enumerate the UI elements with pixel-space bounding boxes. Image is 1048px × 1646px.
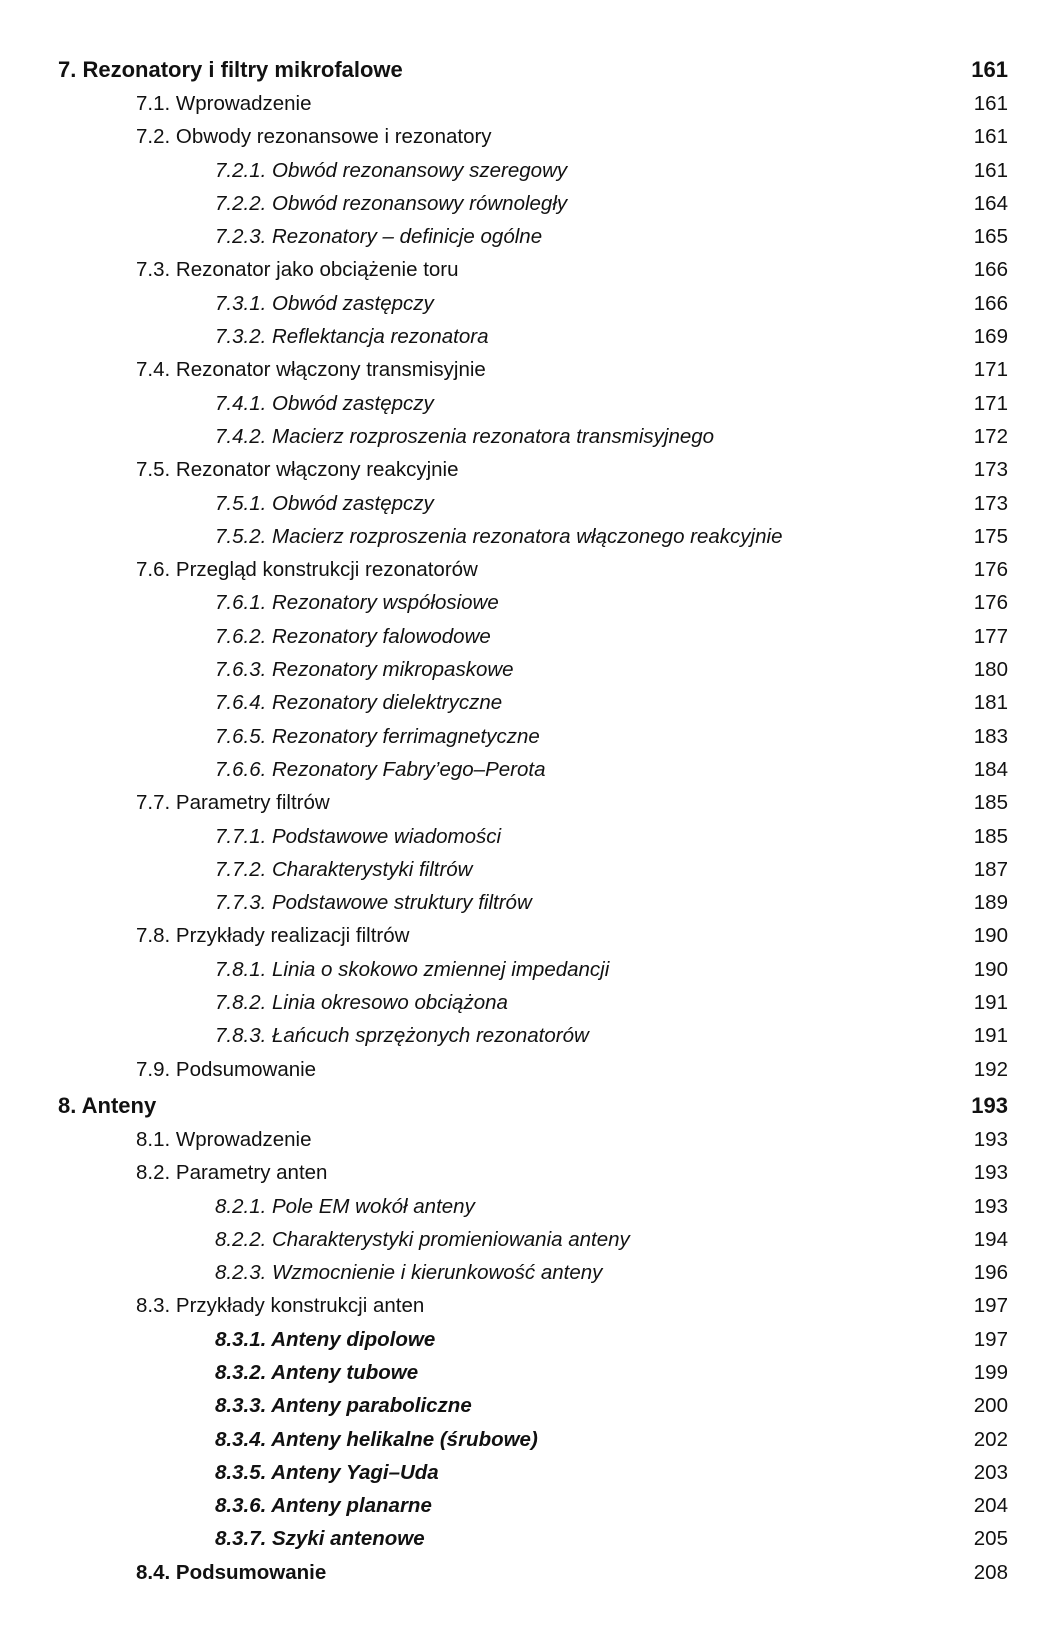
toc-entry-title: Obwody rezonansowe i rezonatory [175,125,492,149]
toc-entry-number: 7.6. [136,558,171,582]
toc-entry-title: Podstawowe struktury filtrów [272,891,532,915]
toc-entry-page-number: 173 [973,458,1008,482]
toc-section-row [58,919,1008,952]
toc-entry-page-number: 205 [973,1527,1008,1551]
toc-entry-label [136,1289,424,1322]
toc-entry-number: 7.9. [136,1057,171,1081]
toc-entry-label [215,586,499,619]
toc-chapter-row [58,1088,1008,1123]
toc-entry-title: Anteny tubowe [271,1360,419,1384]
toc-entry-page-number: 197 [973,1294,1008,1318]
toc-entry-page-number: 161 [973,92,1008,115]
toc-entry-page-number: 165 [973,225,1008,249]
toc-subsection-row [58,1356,1008,1389]
toc-entry-number: 7.2.1. [215,158,267,182]
toc-subsection-row [58,387,1008,420]
toc-entry-page-number: 173 [973,491,1008,515]
toc-entry-title: Anteny dipolowe [271,1327,436,1351]
table-of-contents [58,52,1008,1589]
toc-entry-title: Podsumowanie [175,1057,317,1081]
toc-entry-number: 7.2.2. [215,191,267,215]
toc-subsection-row [58,1323,1008,1356]
toc-entry-page-number: 191 [973,1024,1008,1048]
toc-entry-page-number: 196 [973,1261,1008,1285]
toc-entry-title: Rezonator włączony transmisyjnie [175,358,486,382]
toc-entry-title: Obwód zastępczy [272,291,434,315]
toc-entry-page-number: 183 [973,724,1008,748]
toc-entry-title: Rezonator włączony reakcyjnie [175,458,459,482]
toc-entry-title: Obwód rezonansowy równoległy [272,191,568,215]
toc-entry-page-number: 176 [973,591,1008,615]
toc-entry-title: Rezonatory – definicje ogólne [272,225,543,249]
toc-entry-page-number: 176 [973,558,1008,582]
toc-entry-number: 8.3.2. [215,1360,267,1384]
toc-entry-label [58,52,403,87]
toc-subsection-row [58,1256,1008,1289]
toc-entry-title: Szyki antenowe [272,1527,425,1551]
toc-entry-page-number: 208 [973,1560,1008,1584]
toc-entry-number: 7.7. [136,791,171,815]
toc-entry-page-number: 193 [973,1161,1008,1185]
toc-entry-page-number: 197 [973,1327,1008,1351]
toc-entry-page-number: 161 [973,125,1008,149]
toc-entry-page-number: 192 [973,1057,1008,1081]
toc-entry-title: Rezonatory dielektryczne [272,691,503,715]
toc-entry-title: Charakterystyki filtrów [272,857,473,881]
toc-entry-label [215,653,514,686]
toc-entry-title: Wprowadzenie [175,92,312,115]
toc-entry-label [215,420,714,453]
toc-entry-number: 7.5.2. [215,524,267,548]
toc-entry-title: Parametry filtrów [175,791,330,815]
toc-entry-number: 8. [58,1092,77,1118]
toc-entry-label [136,120,492,153]
toc-entry-title: Przykłady konstrukcji anten [175,1294,425,1318]
toc-entry-label [136,453,458,486]
toc-entry-page-number: 191 [973,991,1008,1015]
toc-entry-number: 8.2.2. [215,1227,267,1251]
toc-subsection-row [58,1190,1008,1223]
toc-entry-label [136,1053,316,1086]
toc-entry-label [136,87,312,120]
toc-entry-title: Przegląd konstrukcji rezonatorów [175,558,478,582]
toc-entry-number: 7. [58,57,77,82]
toc-entry-label [215,287,434,320]
toc-section-row [58,1123,1008,1156]
toc-entry-page-number: 164 [973,191,1008,215]
toc-entry-title: Podsumowanie [175,1560,327,1584]
toc-section-row [58,120,1008,153]
toc-entry-page-number: 161 [973,158,1008,182]
toc-section-row [58,253,1008,286]
toc-entry-page-number: 180 [973,658,1008,682]
toc-entry-number: 8.3.4. [215,1427,267,1451]
toc-subsection-row [58,1489,1008,1522]
toc-section-row [58,353,1008,386]
toc-entry-label [58,1088,156,1123]
toc-entry-page-number: 193 [973,1127,1008,1151]
toc-entry-label [136,1123,312,1156]
toc-subsection-row [58,187,1008,220]
toc-subsection-row [58,986,1008,1019]
toc-entry-title: Łańcuch sprzężonych rezonatorów [272,1024,589,1048]
toc-entry-number: 7.6.3. [215,658,267,682]
toc-entry-number: 7.5.1. [215,491,267,515]
toc-entry-page-number: 193 [971,1092,1008,1118]
toc-entry-label [215,1356,418,1389]
toc-entry-label [215,154,567,187]
toc-entry-page-number: 161 [971,57,1008,82]
toc-entry-page-number: 203 [973,1460,1008,1484]
toc-entry-number: 7.4.1. [215,391,267,415]
toc-entry-label [215,1489,432,1522]
toc-entry-label [215,1323,435,1356]
toc-entry-label [215,853,473,886]
toc-entry-label [215,1223,630,1256]
toc-section-row [58,453,1008,486]
toc-entry-title: Anteny Yagi–Uda [271,1460,439,1484]
toc-section-row [58,553,1008,586]
toc-entry-label [215,953,609,986]
toc-entry-number: 7.6.6. [215,757,267,781]
toc-entry-page-number: 166 [973,291,1008,315]
toc-entry-page-number: 189 [973,891,1008,915]
toc-entry-number: 8.3.5. [215,1460,267,1484]
toc-entry-label [215,720,540,753]
toc-section-row [58,1156,1008,1189]
toc-subsection-row [58,1522,1008,1555]
toc-entry-title: Anteny helikalne (śrubowe) [271,1427,538,1451]
toc-entry-number: 7.7.1. [215,824,267,848]
toc-entry-label [215,320,489,353]
toc-entry-label [136,1556,326,1589]
toc-entry-number: 7.4. [136,358,171,382]
toc-entry-label [215,1456,439,1489]
toc-entry-title: Przykłady realizacji filtrów [175,924,410,948]
toc-entry-number: 7.3.1. [215,291,267,315]
toc-entry-title: Anteny paraboliczne [271,1394,472,1418]
toc-entry-page-number: 194 [973,1227,1008,1251]
toc-entry-number: 7.3.2. [215,325,267,349]
toc-entry-page-number: 190 [973,957,1008,981]
toc-subsection-row [58,720,1008,753]
toc-entry-page-number: 184 [973,757,1008,781]
toc-entry-title: Parametry anten [175,1161,328,1185]
toc-subsection-row [58,420,1008,453]
toc-entry-label [215,1522,425,1555]
toc-subsection-row [58,520,1008,553]
toc-entry-title: Wprowadzenie [175,1127,312,1151]
toc-entry-number: 7.6.2. [215,624,267,648]
toc-entry-label [215,686,502,719]
toc-entry-label [215,620,491,653]
toc-entry-title: Anteny planarne [271,1494,432,1518]
toc-entry-number: 7.8.1. [215,957,267,981]
toc-entry-label [136,786,330,819]
toc-entry-page-number: 175 [973,524,1008,548]
toc-entry-label [215,886,532,919]
toc-entry-number: 7.2. [136,125,171,149]
toc-entry-label [215,387,434,420]
toc-entry-number: 7.5. [136,458,171,482]
toc-entry-page-number: 172 [973,424,1008,448]
toc-entry-page-number: 193 [973,1194,1008,1218]
toc-subsection-row [58,653,1008,686]
toc-subsection-row [58,820,1008,853]
toc-subsection-row [58,1389,1008,1422]
toc-entry-number: 7.2.3. [215,225,267,249]
toc-subsection-row [58,686,1008,719]
toc-entry-page-number: 169 [973,325,1008,349]
toc-entry-page-number: 181 [973,691,1008,715]
toc-entry-title: Rezonatory i filtry mikrofalowe [82,57,403,82]
toc-section-row [58,786,1008,819]
toc-entry-title: Obwód rezonansowy szeregowy [272,158,568,182]
toc-entry-title: Reflektancja rezonatora [272,325,489,349]
toc-entry-label [215,753,546,786]
toc-section-row [58,1053,1008,1086]
toc-entry-page-number: 171 [973,391,1008,415]
toc-entry-title: Macierz rozproszenia rezonatora transmisyjnego [272,424,715,448]
toc-entry-title: Macierz rozproszenia rezonatora włączonego reakcyjnie [272,524,783,548]
toc-entry-number: 7.6.4. [215,691,267,715]
toc-entry-label [215,820,501,853]
toc-entry-number: 8.3.7. [215,1527,267,1551]
toc-entry-label [136,553,478,586]
toc-subsection-row [58,1456,1008,1489]
toc-entry-page-number: 187 [973,857,1008,881]
toc-entry-title: Anteny [81,1092,157,1118]
toc-entry-title: Charakterystyki promieniowania anteny [272,1227,630,1251]
toc-entry-number: 8.1. [136,1127,171,1151]
toc-subsection-row [58,853,1008,886]
toc-entry-title: Rezonatory ferrimagnetyczne [272,724,540,748]
toc-subsection-row [58,220,1008,253]
toc-entry-title: Obwód zastępczy [272,491,434,515]
toc-subsection-row [58,753,1008,786]
toc-entry-number: 7.7.3. [215,891,267,915]
toc-section-row [58,1556,1008,1589]
toc-entry-title: Rezonatory współosiowe [272,591,499,615]
toc-chapter-row [58,52,1008,87]
toc-entry-title: Pole EM wokół anteny [272,1194,475,1218]
toc-entry-number: 8.2. [136,1161,171,1185]
toc-entry-page-number: 177 [973,624,1008,648]
toc-entry-label [215,220,542,253]
toc-entry-label [136,1156,327,1189]
toc-entry-number: 8.3.1. [215,1327,267,1351]
toc-entry-page-number: 185 [973,824,1008,848]
toc-section-row [58,1289,1008,1322]
toc-entry-number: 8.4. [136,1560,171,1584]
toc-entry-number: 7.4.2. [215,424,267,448]
toc-entry-label [215,1389,472,1422]
toc-entry-number: 7.8. [136,924,171,948]
toc-entry-number: 8.3.3. [215,1394,267,1418]
toc-entry-label [215,1019,589,1052]
toc-entry-title: Obwód zastępczy [272,391,434,415]
toc-subsection-row [58,287,1008,320]
toc-entry-title: Linia o skokowo zmiennej impedancji [272,957,610,981]
toc-entry-page-number: 185 [973,791,1008,815]
toc-subsection-row [58,1223,1008,1256]
toc-subsection-row [58,1019,1008,1052]
toc-entry-number: 8.3. [136,1294,171,1318]
toc-entry-title: Wzmocnienie i kierunkowość anteny [272,1261,603,1285]
toc-entry-number: 8.3.6. [215,1494,267,1518]
toc-entry-label [215,1256,602,1289]
toc-entry-number: 7.8.2. [215,991,267,1015]
toc-entry-title: Rezonatory mikropaskowe [272,658,514,682]
toc-entry-page-number: 190 [973,924,1008,948]
toc-entry-title: Podstawowe wiadomości [272,824,502,848]
toc-subsection-row [58,1423,1008,1456]
toc-entry-label [215,187,567,220]
toc-entry-label [136,919,409,952]
toc-entry-title: Rezonatory Fabry’ego–Perota [272,757,546,781]
toc-entry-number: 7.7.2. [215,857,267,881]
toc-entry-page-number: 204 [973,1494,1008,1518]
toc-section-row [58,87,1008,120]
toc-entry-number: 7.3. [136,258,171,282]
toc-subsection-row [58,487,1008,520]
toc-entry-label [136,253,459,286]
toc-entry-number: 8.2.3. [215,1261,267,1285]
toc-entry-number: 7.6.5. [215,724,267,748]
toc-subsection-row [58,154,1008,187]
toc-entry-label [215,1423,538,1456]
toc-subsection-row [58,886,1008,919]
toc-entry-title: Rezonatory falowodowe [272,624,491,648]
toc-entry-page-number: 199 [973,1360,1008,1384]
toc-entry-label [215,487,434,520]
toc-entry-number: 7.1. [136,92,171,115]
toc-entry-number: 8.2.1. [215,1194,267,1218]
toc-entry-number: 7.8.3. [215,1024,267,1048]
toc-entry-title: Linia okresowo obciążona [272,991,508,1015]
toc-entry-label [215,520,782,553]
toc-entry-label [215,1190,475,1223]
toc-entry-label [215,986,508,1019]
toc-entry-page-number: 202 [973,1427,1008,1451]
toc-entry-title: Rezonator jako obciążenie toru [175,258,459,282]
toc-subsection-row [58,320,1008,353]
toc-subsection-row [58,953,1008,986]
toc-subsection-row [58,586,1008,619]
toc-entry-page-number: 200 [973,1394,1008,1418]
toc-subsection-row [58,620,1008,653]
toc-entry-label [136,353,486,386]
toc-entry-page-number: 166 [973,258,1008,282]
toc-entry-page-number: 171 [973,358,1008,382]
toc-entry-number: 7.6.1. [215,591,267,615]
